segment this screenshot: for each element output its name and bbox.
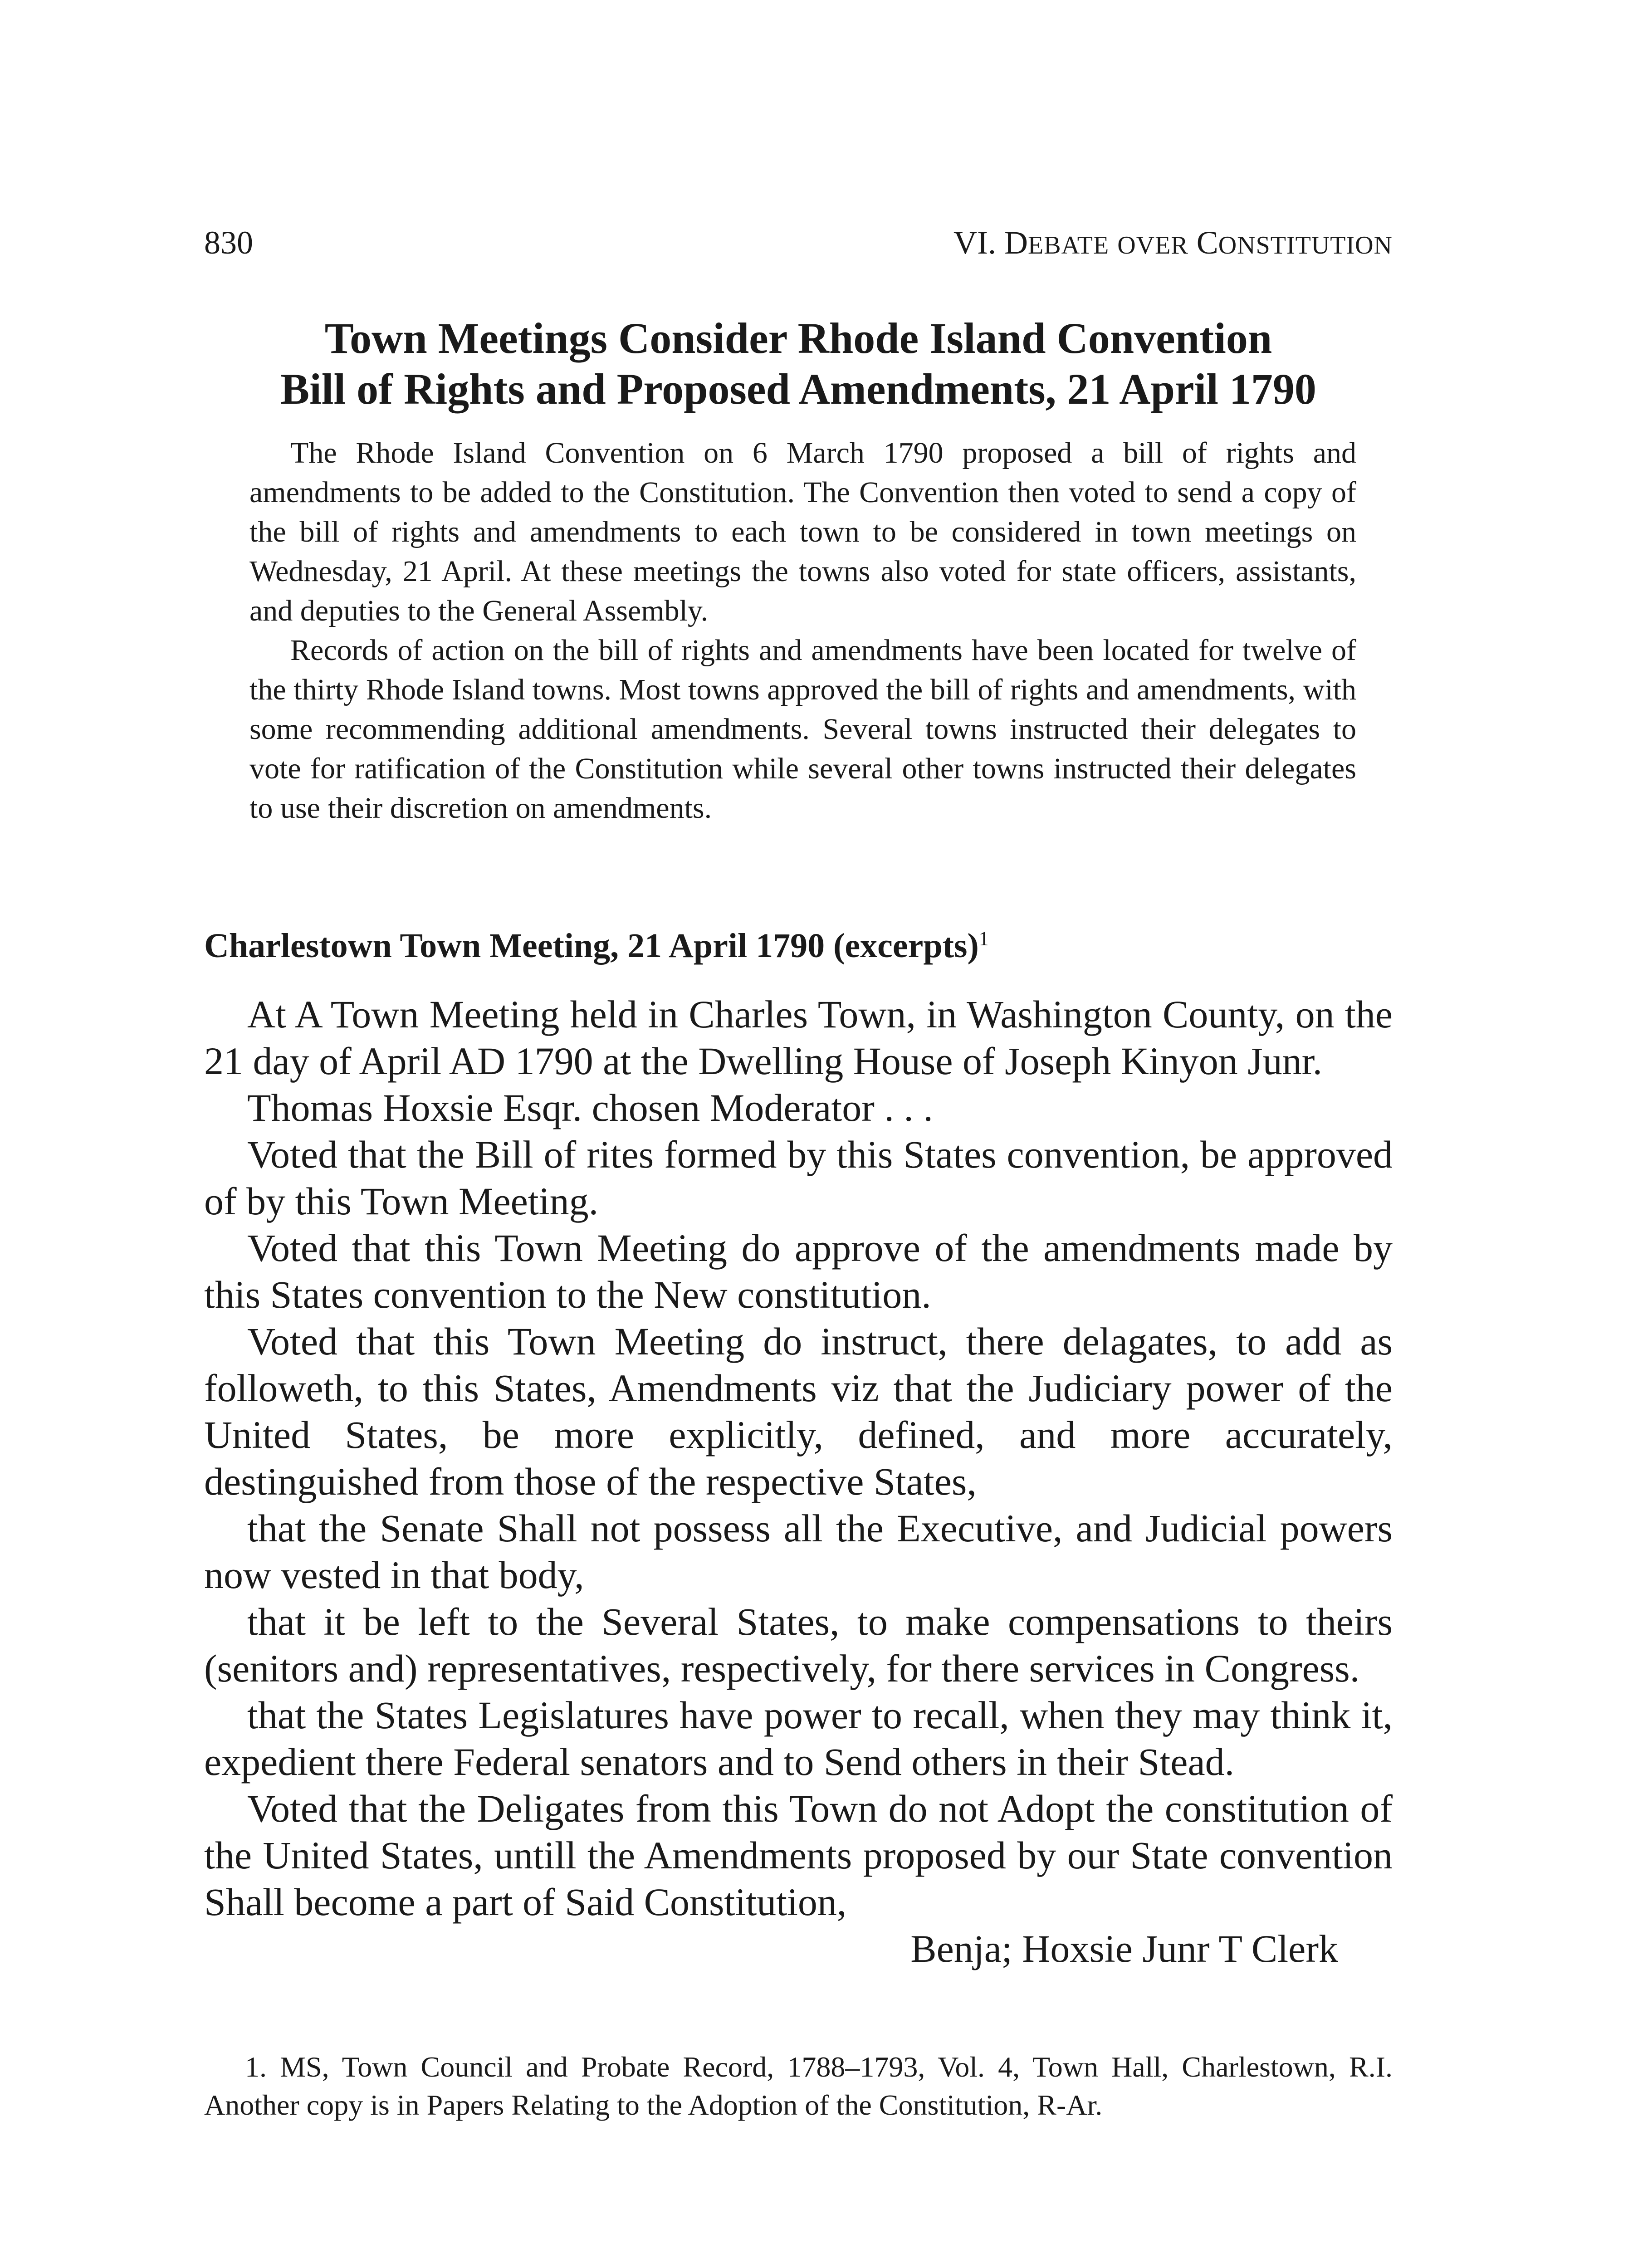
- document-heading: [204, 923, 1393, 968]
- section-word1-rest: EBATE: [1028, 231, 1110, 259]
- record-paragraph-opening: At A Town Meeting held in Charles Town, in Washington County, on the 21 day of April AD 1790 at the Dwelling House of Joseph Kinyon Junr.: [204, 992, 1393, 1083]
- page-number: 830: [204, 225, 253, 261]
- section-prefix: VI. D: [953, 225, 1028, 261]
- town-meeting-record: [204, 991, 1393, 1972]
- section-word3-initial: C: [1196, 225, 1218, 261]
- clerk-signature: Benja; Hoxsie Junr T Clerk: [910, 1927, 1338, 1970]
- section-running-title: [953, 222, 1393, 266]
- footnote: 1. MS, Town Council and Probate Record, 1788–1793, Vol. 4, Town Hall, Charlestown, R.I. Another copy is in Papers Relating to the Adoption of the Constitution, R-Ar.: [204, 2051, 1393, 2121]
- record-paragraph-senate: that the Senate Shall not possess all the Executive, and Judicial powers now vested in that body,: [204, 1506, 1393, 1597]
- record-paragraph-vote-instruct: Voted that this Town Meeting do instruct, there delagates, to add as followeth, to this States, Amendments viz that the Judiciary power of the United States, be more explicitly, defined, and more accurately, destinguished from those of the respective States,: [204, 1320, 1393, 1503]
- document-heading-text: Charlestown Town Meeting, 21 April 1790 (excerpts): [204, 927, 979, 965]
- footnote-reference: 1: [978, 927, 989, 950]
- editorial-introduction: [249, 433, 1356, 828]
- chapter-title-line-1: Town Meetings Consider Rhode Island Convention: [324, 314, 1272, 362]
- running-head: [204, 222, 1393, 263]
- section-word3-rest: ONSTITUTION: [1218, 231, 1393, 259]
- section-word2: OVER: [1117, 231, 1188, 259]
- record-paragraph-recall: that the States Legislatures have power to recall, when they may think it, expedient there Federal senators and to Send others in their Stead.: [204, 1693, 1393, 1784]
- record-paragraph-vote-amendments: Voted that this Town Meeting do approve of the amendments made by this States convention to the New constitution.: [204, 1226, 1393, 1316]
- chapter-title: [204, 313, 1393, 415]
- record-paragraph-compensation: that it be left to the Several States, to make compensations to theirs (senitors and) representatives, respectively, for there services in Congress.: [204, 1600, 1393, 1690]
- record-paragraph-vote-not-adopt: Voted that the Deligates from this Town do not Adopt the constitution of the United States, untill the Amendments proposed by our State convention Shall become a part of Said Constitution,: [204, 1787, 1393, 1924]
- intro-paragraph-2: Records of action on the bill of rights and amendments have been located for twelve of the thirty Rhode Island towns. Most towns approved the bill of rights and amendments, with some recommending additional amendments. Several towns instructed their delegates to vote for ratification of the Constitution while several other towns instructed their delegates to use their discretion on amendments.: [249, 634, 1356, 825]
- record-paragraph-moderator: Thomas Hoxsie Esqr. chosen Moderator . . .: [247, 1086, 933, 1129]
- intro-paragraph-1: The Rhode Island Convention on 6 March 1790 proposed a bill of rights and amendments to be added to the Constitution. The Convention then voted to send a copy of the bill of rights and amendments to each town to be considered in town meetings on Wednesday, 21 April. At these meetings the towns also voted for state officers, assistants, and deputies to the General Assembly.: [249, 436, 1356, 627]
- record-paragraph-vote-bill-of-rights: Voted that the Bill of rites formed by this States convention, be approved of by this Town Meeting.: [204, 1133, 1393, 1223]
- chapter-title-line-2: Bill of Rights and Proposed Amendments, 21 April 1790: [280, 365, 1316, 413]
